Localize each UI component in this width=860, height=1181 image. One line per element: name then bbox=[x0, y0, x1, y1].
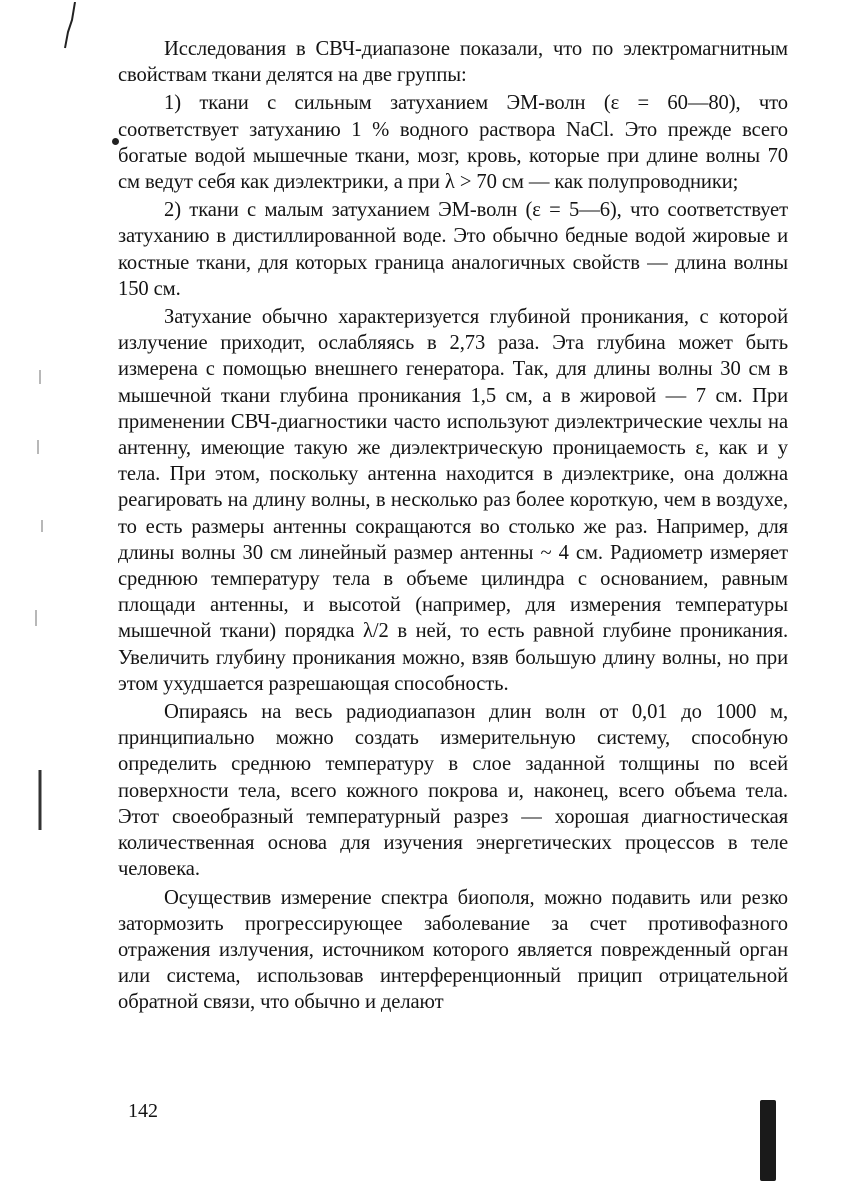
paragraph-group-2: 2) ткани с малым затуханием ЭМ-волн (ε = 5—6), что соответствует затуханию в дистиллированной воде. Это обычно бедные водой жировые и костные ткани, для которых граница аналогичных свойств — длина волны 150 см. bbox=[118, 199, 788, 300]
paragraph-intro: Исследования в СВЧ-диапазоне показали, что по электромагнитным свойствам ткани делятся на две группы: bbox=[118, 38, 788, 87]
paragraph-radio-range: Опираясь на весь радиодиапазон длин волн от 0,01 до 1000 м, принципиально можно создать измерительную систему, способную определить среднюю температуру в слое заданной толщины по всей поверхности тела, всего кожного покрова и, наконец, всего объема тела. Этот своеобразный температурный разрез — хорошая диагностическая количественная основа для изучения энергетических процессов в теле человека. bbox=[118, 701, 788, 881]
scan-edge-shadow bbox=[760, 1100, 776, 1181]
scan-noise-marks bbox=[28, 370, 52, 890]
paragraph-biofield: Осуществив измерение спектра биополя, можно подавить или резко затормозить прогрессирующее заболевание за счет противофазного отражения излучения, источником которого является поврежденный орган или система, использовав интерференционный прицип отрицательной обратной связи, что обычно и делают bbox=[118, 886, 788, 1014]
page-number: 142 bbox=[128, 1100, 158, 1122]
paragraph-group-1: 1) ткани с сильным затуханием ЭМ-волн (ε = 60—80), что соответствует затуханию 1 % водного раствора NaCl. Это прежде всего богатые водой мышечные ткани, мозг, кровь, которые при длине волны 70 см ведут себя как диэлектрики, а при λ > 70 см — как полупроводники; bbox=[118, 92, 788, 194]
paragraph-attenuation: Затухание обычно характеризуется глубиной проникания, с которой излучение приходит, ослабляясь в 2,73 раза. Эта глубина может быть измерена с помощью внешнего генератора. Так, для длины волны 30 см в мышечной ткани глубина проникания 1,5 см, а в жировой — 7 см. При применении СВЧ-диагностики часто используют диэлектрические чехлы на антенну, имеющие такую же диэлектрическую проницаемость ε, как и у тела. При этом, поскольку антенна находится в диэлектрике, она должна реагировать на длину волны, в несколько раз более короткую, чем в воздухе, то есть размеры антенны сокращаются во столько же раз. Например, для длины волны 30 см линейный размер антенны ~ 4 см. Радиометр измеряет среднюю температуру тела в объеме цилиндра с основанием, равным площади антенны, и высотой (например, для измерения температуры мышечной ткани) порядка λ/2 в ней, то есть равной глубине проникания. Увеличить глубину проникания можно, взяв большую длину волны, но при этом ухудшается разрешающая способность. bbox=[118, 306, 788, 695]
pen-stroke-mark bbox=[60, 2, 80, 50]
document-page bbox=[118, 36, 788, 1018]
